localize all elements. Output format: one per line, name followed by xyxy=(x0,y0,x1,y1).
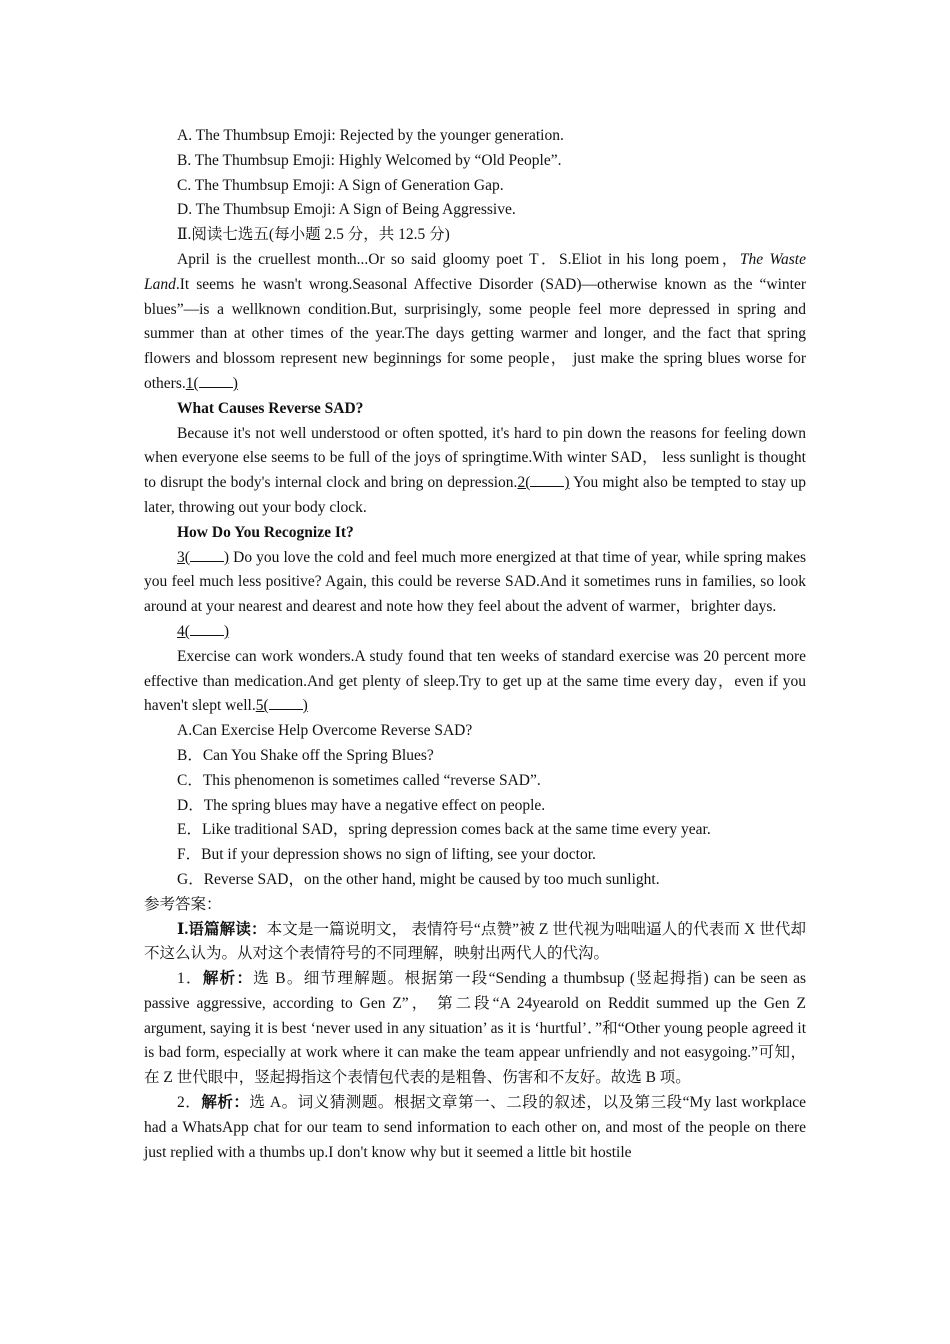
prev-option-c: C. The Thumbsup Emoji: A Sign of Generation Gap. xyxy=(177,176,504,194)
passage-paragraph-2: Because it's not well understood or often spotted, it's hard to pin down the reasons for feeling down when everyone else seems to be full of the joys of springtime.With winter SAD， less sunlight is thought to disrupt the body's internal clock and bring on depression.2( ) You might also be tempted to stay up later, throwing out your body clock. xyxy=(144,424,806,516)
blank-3[interactable]: 3( ) xyxy=(177,548,230,566)
blank-2[interactable]: 2( ) xyxy=(517,474,570,492)
document-page xyxy=(144,124,806,1165)
choice-f: F．But if your depression shows no sign of lifting, see your doctor. xyxy=(177,846,596,864)
blank-5[interactable]: 5( ) xyxy=(255,697,308,715)
subheading-recognize: How Do You Recognize It? xyxy=(177,523,354,541)
choice-d: D．The spring blues may have a negative effect on people. xyxy=(177,796,546,814)
choice-g: G．Reverse SAD，on the other hand, might be caused by too much sunlight. xyxy=(177,870,660,888)
answers-title: 参考答案： xyxy=(144,895,222,913)
prev-option-b: B. The Thumbsup Emoji: Highly Welcomed by “Old People”. xyxy=(177,151,562,169)
blank-4[interactable]: 4( ) xyxy=(177,622,230,640)
answers-intro: Ⅰ.语篇解读：本文是一篇说明文， 表情符号“点赞”被 Z 世代视为咄咄逼人的代表而 X 世代却不这么认为。从对这个表情符号的不同理解，映射出两代人的代沟。 xyxy=(144,920,806,963)
blank-1[interactable]: 1( ) xyxy=(185,374,238,392)
poem-title: The Waste Land xyxy=(144,250,806,293)
passage-paragraph-5: Exercise can work wonders.A study found that ten weeks of standard exercise was 20 percent more effective than medication.And get plenty of sleep.Try to get up at the same time every day，even if you haven't slept well.5( ) xyxy=(144,647,806,715)
choice-c: C．This phenomenon is sometimes called “reverse SAD”. xyxy=(177,771,541,789)
passage-paragraph-1: April is the cruellest month...Or so said gloomy poet T．S.Eliot in his long poem，The Waste Land.It seems he wasn't wrong.Seasonal Affective Disorder (SAD)—otherwise known as the “winter blues”—is a wellknown condition.But, surprisingly, some people feel more depressed in spring and summer than at other times of the year.The days getting warmer and longer, and the fact that spring flowers and blossom represent new beginnings for some people， just make the spring blues worse for others.1( ) xyxy=(144,250,806,392)
subheading-causes: What Causes Reverse SAD? xyxy=(177,399,364,417)
answer-2: 2．解析：选 A。词义猜测题。根据文章第一、二段的叙述，以及第三段“My last workplace had a WhatsApp chat for our team to send information to each other on, and most of the people on there just replied with a thumbs up.I don't know why but it seemed a little bit hostile xyxy=(144,1094,806,1161)
answer-1: 1．解析：选 B。细节理解题。根据第一段“Sending a thumbsup (竖起拇指) can be seen as passive aggressive, according to Gen Z”， 第二段“A 24yearold on Reddit summed up the Gen Z argument, saying it is best ‘never used in any situation’ as it is ‘hurtful’．”和“Other young people agreed it is bad form, especially at work where it can make the team appear unfriendly and not easygoing.”可知，在 Z 世代眼中，竖起拇指这个表情包代表的是粗鲁、伤害和不友好。故选 B 项。 xyxy=(144,970,806,1087)
passage-paragraph-4-blank xyxy=(144,620,806,645)
passage-paragraph-3: 3( ) Do you love the cold and feel much more energized at that time of year, while spring makes you feel much less positive? Again, this could be reverse SAD.And it sometimes runs in families, so look around at your nearest and dearest and note how they feel about the advent of warmer，brighter days. xyxy=(144,548,806,616)
choice-e: E．Like traditional SAD，spring depression comes back at the same time every year. xyxy=(177,821,711,839)
choice-b: B．Can You Shake off the Spring Blues? xyxy=(177,746,434,764)
prev-option-a: A. The Thumbsup Emoji: Rejected by the younger generation. xyxy=(177,127,564,144)
section-heading: Ⅱ.阅读七选五(每小题 2.5 分，共 12.5 分) xyxy=(177,226,450,244)
choice-a: A.Can Exercise Help Overcome Reverse SAD? xyxy=(177,722,473,740)
prev-option-d: D. The Thumbsup Emoji: A Sign of Being Aggressive. xyxy=(177,201,516,219)
